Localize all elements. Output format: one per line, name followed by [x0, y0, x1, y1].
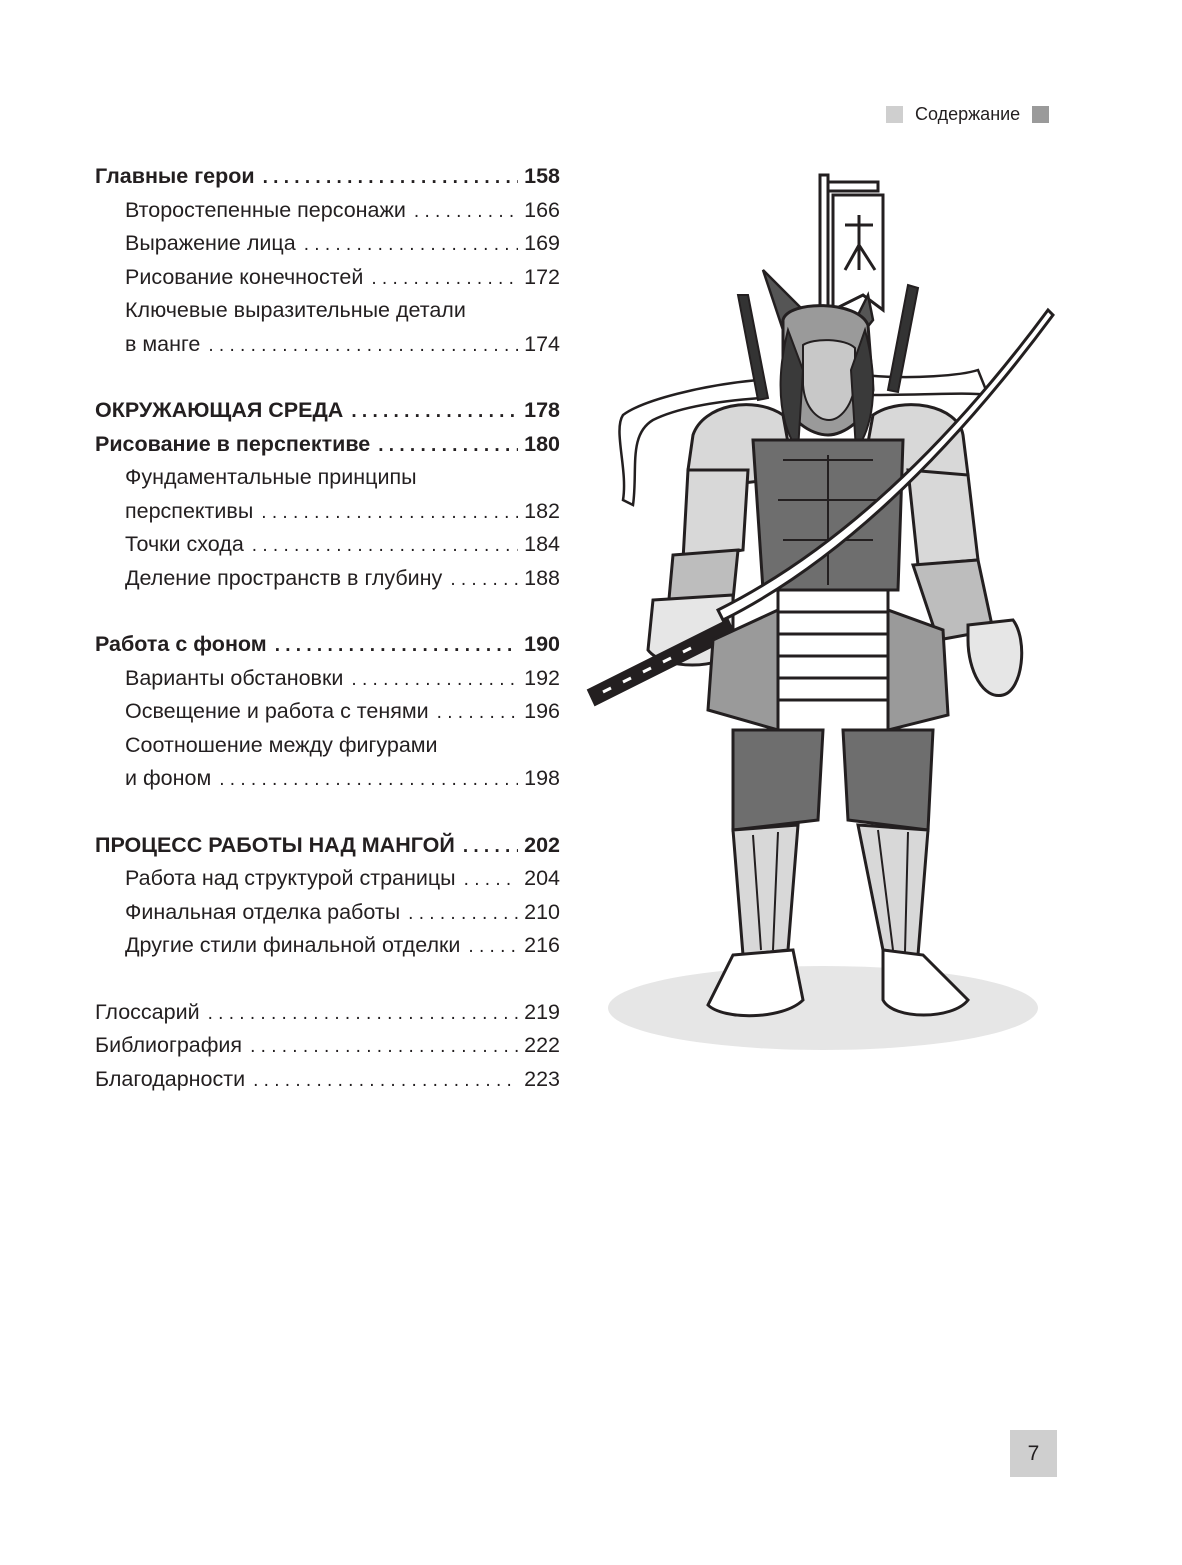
- toc-entry[interactable]: [95, 829, 560, 863]
- toc-entry[interactable]: [95, 394, 560, 428]
- ground-shadow: [608, 966, 1038, 1050]
- toc-entry[interactable]: [95, 929, 560, 963]
- toc-entry-page: 169: [524, 231, 560, 255]
- page-number: 7: [1027, 1441, 1040, 1465]
- toc-entry-label: и фоном: [125, 766, 212, 790]
- toc-entry-label: Освещение и работа с тенями: [125, 699, 429, 723]
- toc-entry[interactable]: [95, 896, 560, 930]
- toc-entry-page: 202: [524, 832, 560, 857]
- toc-entry-label: Работа с фоном: [95, 632, 267, 656]
- toc-leader-dots: [442, 563, 518, 597]
- toc-entry-page: 196: [524, 699, 560, 723]
- toc-entry-page: 223: [524, 1066, 560, 1091]
- toc-entry[interactable]: [95, 227, 560, 261]
- toc-group-gap: [95, 796, 560, 829]
- header-square-dark: [1032, 106, 1049, 123]
- toc-entry-label-line1: Соотношение между фигурами: [125, 732, 438, 757]
- toc-leader-dots: [244, 529, 518, 563]
- toc-leader-dots: [200, 329, 518, 363]
- toc-entry-label: Библиография: [95, 1033, 243, 1057]
- header-square-light: [886, 106, 903, 123]
- toc-entry-label: Финальная отделка работы: [125, 899, 401, 924]
- toc-entry-page: 192: [524, 665, 560, 690]
- armor-skirt: [708, 590, 948, 730]
- toc-leader-dots: [200, 997, 519, 1031]
- toc-entry[interactable]: [95, 996, 560, 1030]
- toc-entry-label: ОКРУЖАЮЩАЯ СРЕДА: [95, 398, 344, 422]
- toc-entry[interactable]: [95, 562, 560, 596]
- toc-entry-page: 172: [524, 264, 560, 289]
- toc-entry[interactable]: [95, 528, 560, 562]
- toc-entry-page: 184: [524, 532, 560, 556]
- toc-entry-page: 216: [524, 933, 560, 957]
- toc-entry-page: 182: [524, 498, 560, 523]
- toc-entry-page: 180: [524, 431, 560, 456]
- toc-entry-label: Выражение лица: [125, 231, 296, 255]
- toc-group-gap: [95, 963, 560, 996]
- toc-entry-page: 190: [524, 632, 560, 656]
- toc-entry-page: 188: [524, 565, 560, 590]
- toc-leader-dots: [343, 395, 518, 429]
- toc-leader-dots: [370, 429, 518, 463]
- toc-entry[interactable]: [95, 1063, 560, 1097]
- toc-entry-label: перспективы: [125, 498, 254, 523]
- toc-leader-dots: [400, 897, 518, 931]
- toc-leader-dots: [460, 930, 518, 964]
- toc-entry-label: Благодарности: [95, 1066, 246, 1091]
- toc-entry-page: 178: [524, 398, 560, 422]
- toc-leader-dots: [255, 161, 519, 195]
- toc-leader-dots: [211, 763, 518, 797]
- toc-entry-label: в манге: [125, 331, 201, 356]
- toc-entry[interactable]: [95, 261, 560, 295]
- toc-entry[interactable]: [95, 695, 560, 729]
- toc-entry[interactable]: [95, 628, 560, 662]
- toc-entry[interactable]: [95, 862, 560, 896]
- toc-entry[interactable]: [95, 428, 560, 462]
- toc-entry-page: 204: [524, 866, 560, 890]
- toc-entry-label: Второстепенные персонажи: [125, 197, 406, 222]
- toc-entry[interactable]: [95, 1029, 560, 1063]
- running-head: [886, 104, 1049, 125]
- toc-leader-dots: [245, 1064, 518, 1098]
- toc-entry[interactable]: [95, 662, 560, 696]
- toc-entry-label: Варианты обстановки: [125, 665, 344, 690]
- toc-entry-page: 166: [524, 197, 560, 222]
- toc-leader-dots: [363, 262, 518, 296]
- toc-entry-page: 198: [524, 766, 560, 790]
- toc-leader-dots: [456, 863, 518, 897]
- toc-group-gap: [95, 595, 560, 628]
- toc-entry-page: 174: [524, 331, 560, 356]
- table-of-contents: [95, 160, 560, 1096]
- toc-entry-label: Рисование в перспективе: [95, 431, 371, 456]
- toc-entry-label: Другие стили финальной отделки: [125, 933, 461, 957]
- running-head-title: Содержание: [915, 104, 1021, 124]
- toc-entry-label-line1: Фундаментальные принципы: [125, 465, 417, 489]
- toc-entry-label: ПРОЦЕСС РАБОТЫ НАД МАНГОЙ: [95, 832, 455, 857]
- toc-leader-dots: [455, 830, 518, 864]
- toc-entry[interactable]: [95, 194, 560, 228]
- toc-entry[interactable]: [95, 762, 560, 796]
- toc-leader-dots: [343, 663, 518, 697]
- toc-entry[interactable]: [95, 328, 560, 362]
- toc-entry-label: Глоссарий: [95, 999, 200, 1024]
- toc-leader-dots: [429, 696, 518, 730]
- samurai-illustration: [583, 170, 1058, 1060]
- toc-entry-label: Деление пространств в глубину: [125, 565, 443, 590]
- toc-leader-dots: [242, 1030, 518, 1064]
- toc-entry[interactable]: [95, 495, 560, 529]
- toc-leader-dots: [267, 629, 518, 663]
- page-number-box: [1010, 1430, 1057, 1477]
- toc-entry[interactable]: [95, 160, 560, 194]
- toc-entry-label: Рисование конечностей: [125, 264, 364, 289]
- toc-entry-page: 210: [524, 899, 560, 924]
- toc-entry-page: 222: [524, 1033, 560, 1057]
- toc-entry-label-line1: Ключевые выразительные детали: [125, 298, 466, 322]
- toc-entry-label: Главные герои: [95, 164, 255, 188]
- toc-entry-page: 158: [524, 164, 560, 188]
- toc-entry-label: Работа над структурой страницы: [125, 866, 456, 890]
- toc-leader-dots: [296, 228, 518, 262]
- toc-leader-dots: [253, 496, 518, 530]
- toc-entry-label: Точки схода: [125, 532, 244, 556]
- toc-entry-page: 219: [524, 999, 560, 1024]
- toc-group-gap: [95, 361, 560, 394]
- toc-leader-dots: [406, 195, 518, 229]
